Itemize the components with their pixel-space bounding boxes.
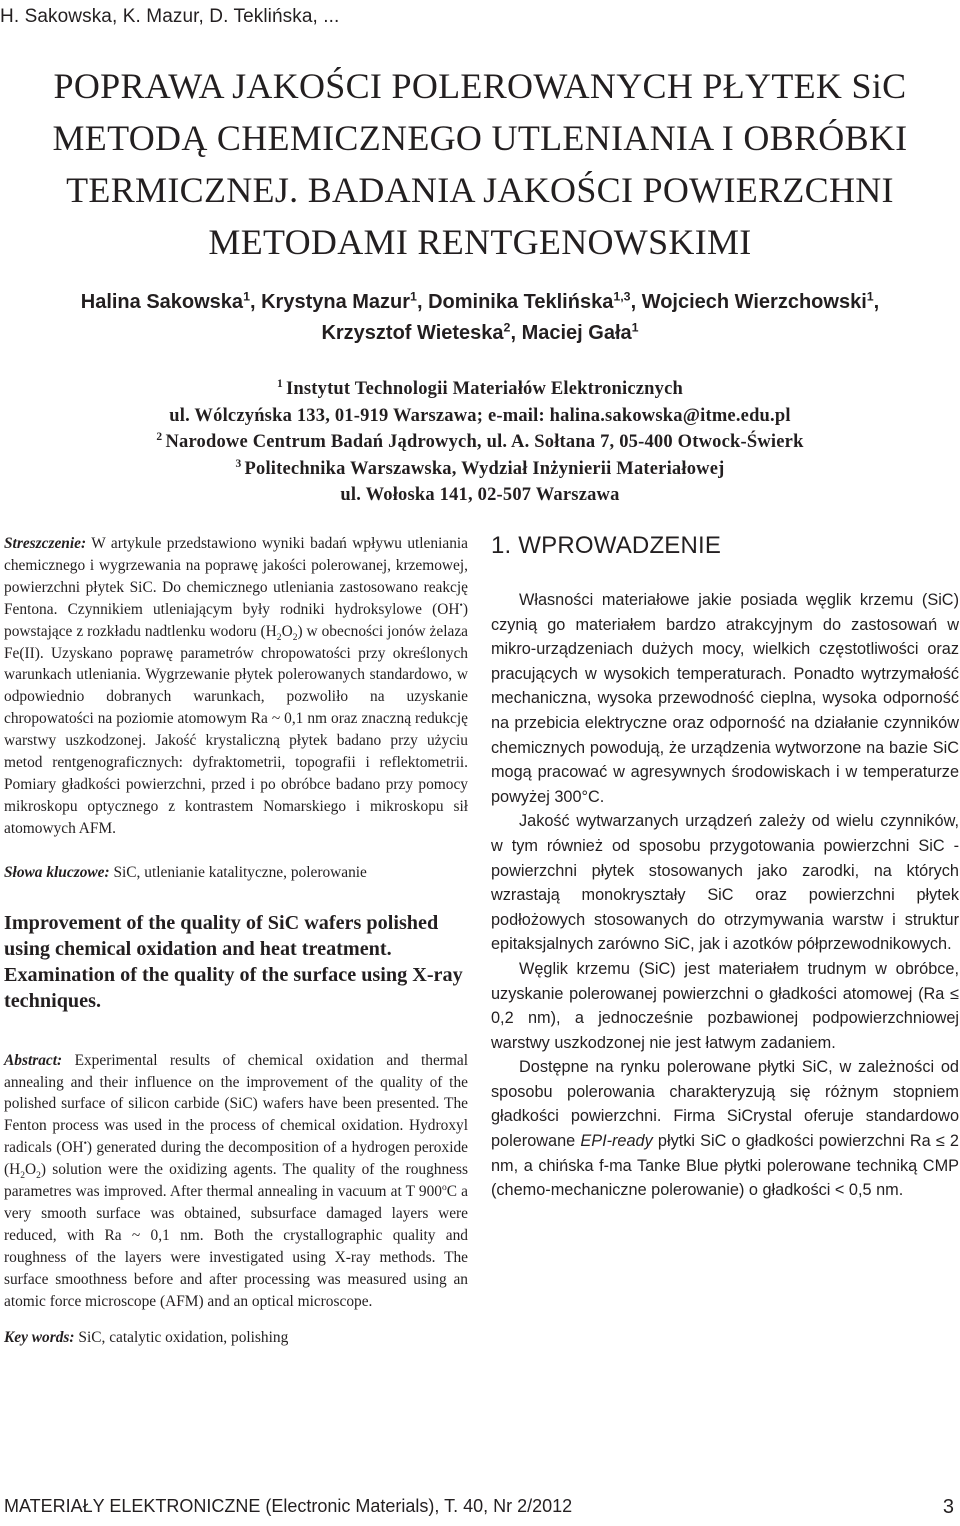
affil-number: 3 bbox=[235, 457, 245, 470]
page-title bbox=[0, 60, 960, 268]
affiliation-line: ul. Wołoska 141, 02-507 Warszawa bbox=[340, 485, 620, 505]
affil-mark: 1 bbox=[243, 289, 250, 304]
abstract-en-text: C a very smooth surface was obtained, subsurface damaged layers were reduced, with Ra ~ 0,1 nm. Both the crystallographic quality and roughness of the layers were investigated using X-ray methods. The surface smoothness before and after processing was measured using an atomic force microscope (AFM) and an optical microscope. bbox=[4, 1183, 468, 1310]
separator: , bbox=[510, 322, 522, 344]
abstract-pl-label: Streszczenie: bbox=[4, 535, 87, 552]
author-name: Krzysztof Wieteska bbox=[321, 322, 504, 344]
subscript: 2 bbox=[36, 1170, 41, 1182]
body-text-italic: EPI-ready bbox=[580, 1132, 653, 1151]
radical-dot: • bbox=[459, 599, 463, 611]
abstract-en-text: Experimental results of chemical oxidation and thermal annealing and their influence on the improvement of the quality of the polished surface of silicon carbide (SiC) wafers have been presented. The Fenton process was used in the process of chemical oxidation. Hydroxyl radicals (OH bbox=[4, 1051, 468, 1157]
affiliation-text: Instytut Technologii Materiałów Elektronicznych bbox=[285, 379, 684, 399]
author-name: Maciej Gała bbox=[521, 322, 632, 344]
section-heading: 1. WPROWADZENIE bbox=[491, 532, 722, 559]
english-title: Improvement of the quality of SiC wafers polished using chemical oxidation and heat treatment. Examination of the quality of the surface using X-ray techniques. bbox=[4, 911, 463, 1012]
separator: , bbox=[249, 291, 262, 313]
keywords-pl-text: SiC, utlenianie katalityczne, polerowanie bbox=[109, 863, 367, 881]
affil-mark: 1 bbox=[866, 289, 874, 304]
abstract-en-label: Abstract: bbox=[4, 1051, 63, 1069]
keywords-en-text: SiC, catalytic oxidation, polishing bbox=[74, 1329, 289, 1347]
affil-number: 1 bbox=[276, 377, 286, 390]
keywords-en bbox=[4, 1327, 468, 1349]
abstract-en-text: ) generated during the decomposition of a hydrogen peroxide (H bbox=[4, 1139, 468, 1179]
author-name: Wojciech Wierzchowski bbox=[641, 291, 867, 313]
abstract-pl-text: ) powstające z rozkładu nadtlenku wodoru (H bbox=[4, 600, 468, 640]
affil-mark: 1,3 bbox=[613, 289, 631, 304]
affil-mark: 1 bbox=[631, 320, 639, 335]
affiliation-line: ul. Wólczyńska 133, 01-919 Warszawa; e-mail: halina.sakowska@itme.edu.pl bbox=[169, 405, 791, 426]
body-paragraph bbox=[491, 1055, 959, 1203]
keywords-en-label: Key words: bbox=[4, 1329, 75, 1347]
subscript: 2 bbox=[292, 631, 298, 643]
running-head: H. Sakowska, K. Mazur, D. Teklińska, ... bbox=[0, 6, 340, 27]
separator: , bbox=[873, 291, 880, 313]
abstract-en-text: O bbox=[25, 1161, 37, 1179]
page-number: 3 bbox=[942, 1496, 954, 1518]
affiliation-text: Narodowe Centrum Badań Jądrowych, ul. A. Sołtana 7, 05-400 Otwock-Świerk bbox=[165, 432, 804, 452]
left-column bbox=[4, 533, 468, 1349]
journal-reference: MATERIAŁY ELEKTRONICZNE (Electronic Materials), T. 40, Nr 2/2012 bbox=[4, 1496, 573, 1516]
body-text: płytki SiC o gładkości powierzchni Ra ≤ 2 nm, a chińska f-ma Tanke Blue płytki polerowane techniką CMP (chemo-mechaniczne polerowanie) o gładkości < 0,5 nm. bbox=[491, 1132, 959, 1200]
author-name: Krystyna Mazur bbox=[261, 291, 411, 313]
body-text: Dostępne na rynku polerowane płytki SiC, w zależności od sposobu polerowania charakteryzują się różnym stopniem gładkości powierzchni. Firma SiCrystal oferuje standardowo polerowane bbox=[491, 1058, 959, 1151]
page-footer bbox=[4, 1496, 954, 1517]
author-name: Halina Sakowska bbox=[80, 291, 244, 313]
abstract-en bbox=[4, 1050, 468, 1313]
affiliation-line bbox=[0, 429, 960, 456]
affil-mark: 2 bbox=[503, 320, 511, 335]
title-line: POPRAWA JAKOŚCI POLEROWANYCH PŁYTEK SiC bbox=[53, 66, 907, 106]
title-line: TERMICZNEJ. BADANIA JAKOŚCI POWIERZCHNI bbox=[66, 170, 894, 210]
abstract-pl-text: ) w obecności jonów żelaza Fe(II). Uzyskano poprawę parametrów chropowatości przy określonych warunkach utleniania. Wygrzewanie płytek polerowanych standardowo, w odpowiednio dobranych warunkach, pozwoliło na uzyskanie chropowatości na poziomie atomowym Ra ~ 0,1 nm oraz znaczną redukcję warstwy uszkodzonej. Jakość krystaliczną płytek badano przy użyciu metod rentgenograficznych: dyfraktometrii, topografii i reflektometrii. Pomiary gładkości powierzchni, przed i po obróbce badano przy pomocy mikroskopu optycznego z kontrastem Nomarskiego i mikroskopu sił atomowych AFM. bbox=[4, 622, 468, 837]
affiliation-text: Politechnika Warszawska, Wydział Inżynierii Materiałowej bbox=[244, 458, 725, 479]
affiliation-line bbox=[0, 456, 960, 483]
subscript: 2 bbox=[20, 1170, 26, 1182]
body-paragraph: Jakość wytwarzanych urządzeń zależy od wielu czynników, w tym również od sposobu przygotowania powierzchni SiC - powierzchni płytek stosowanych jako zarodki, na których wzrastają monokryształy SiC oraz powierzchni płytek podłożowych stosowanych do otrzymywania warstw i struktur epitaksjalnych zarówno SiC, jak i azotków półprzewodnikowych. bbox=[491, 812, 959, 954]
right-column bbox=[491, 531, 959, 1203]
title-line: METODĄ CHEMICZNEGO UTLENIANIA I OBRÓBKI bbox=[52, 118, 908, 158]
author-line bbox=[0, 318, 960, 349]
radical-dot: • bbox=[83, 1138, 87, 1150]
body-paragraph: Węglik krzemu (SiC) jest materiałem trudnym w obróbce, uzyskanie polerowanej powierzchni o gładkości atomowej (Ra ≤ 0,2 nm), a jednocześnie pozbawionej podpowierzchniowej warstwy uszkodzonej nie jest łatwym zadaniem. bbox=[491, 959, 959, 1052]
separator: , bbox=[630, 291, 642, 313]
separator: , bbox=[416, 291, 429, 313]
affil-number: 2 bbox=[156, 430, 166, 443]
author-line bbox=[0, 287, 960, 318]
abstract-en-text: ) solution were the oxidizing agents. The quality of the roughness parametres was improved. After thermal annealing in vacuum at T 900 bbox=[4, 1161, 468, 1201]
body-paragraph: Własności materiałowe jakie posiada węglik krzemu (SiC) czynią go materiałem bardzo atrakcyjnym do zastosowań w mikro-urządzeniach dużych mocy, wielkich częstotliwości oraz pracujących w wysokich temperaturach. Ponadto wytrzymałość mechaniczna, wysoka przewodność cieplna, wysoka odporność na przebicia elektryczne oraz odporność na działanie czynników chemicznych powodują, że urządzenia wytworzone na bazie SiC mogą pracować w agresywnych środowiskach i w temperaturze powyżej 300°C. bbox=[491, 591, 959, 806]
affiliations bbox=[0, 376, 960, 509]
abstract-pl-text: O bbox=[281, 622, 293, 640]
abstract-pl-text: W artykule przedstawiono wyniki badań wpływu utleniania chemicznego i wygrzewania na poprawę jakości polerowanej, krzemowej, powierzchni płytek SiC. Do chemicznego utleniania zastosowano reakcję Fentona. Czynnikiem utleniającym były rodniki hydroksylowe (OH bbox=[4, 535, 468, 618]
degree-mark: o bbox=[441, 1181, 447, 1193]
affil-mark: 1 bbox=[410, 289, 417, 304]
affiliation-line bbox=[0, 376, 960, 403]
subscript: 2 bbox=[276, 631, 282, 643]
author-list bbox=[0, 287, 960, 349]
keywords-pl bbox=[4, 862, 468, 884]
keywords-pl-label: Słowa kluczowe: bbox=[4, 863, 110, 881]
author-name: Dominika Teklińska bbox=[428, 291, 614, 313]
title-line: METODAMI RENTGENOWSKIMI bbox=[208, 222, 752, 262]
abstract-pl bbox=[4, 533, 468, 840]
